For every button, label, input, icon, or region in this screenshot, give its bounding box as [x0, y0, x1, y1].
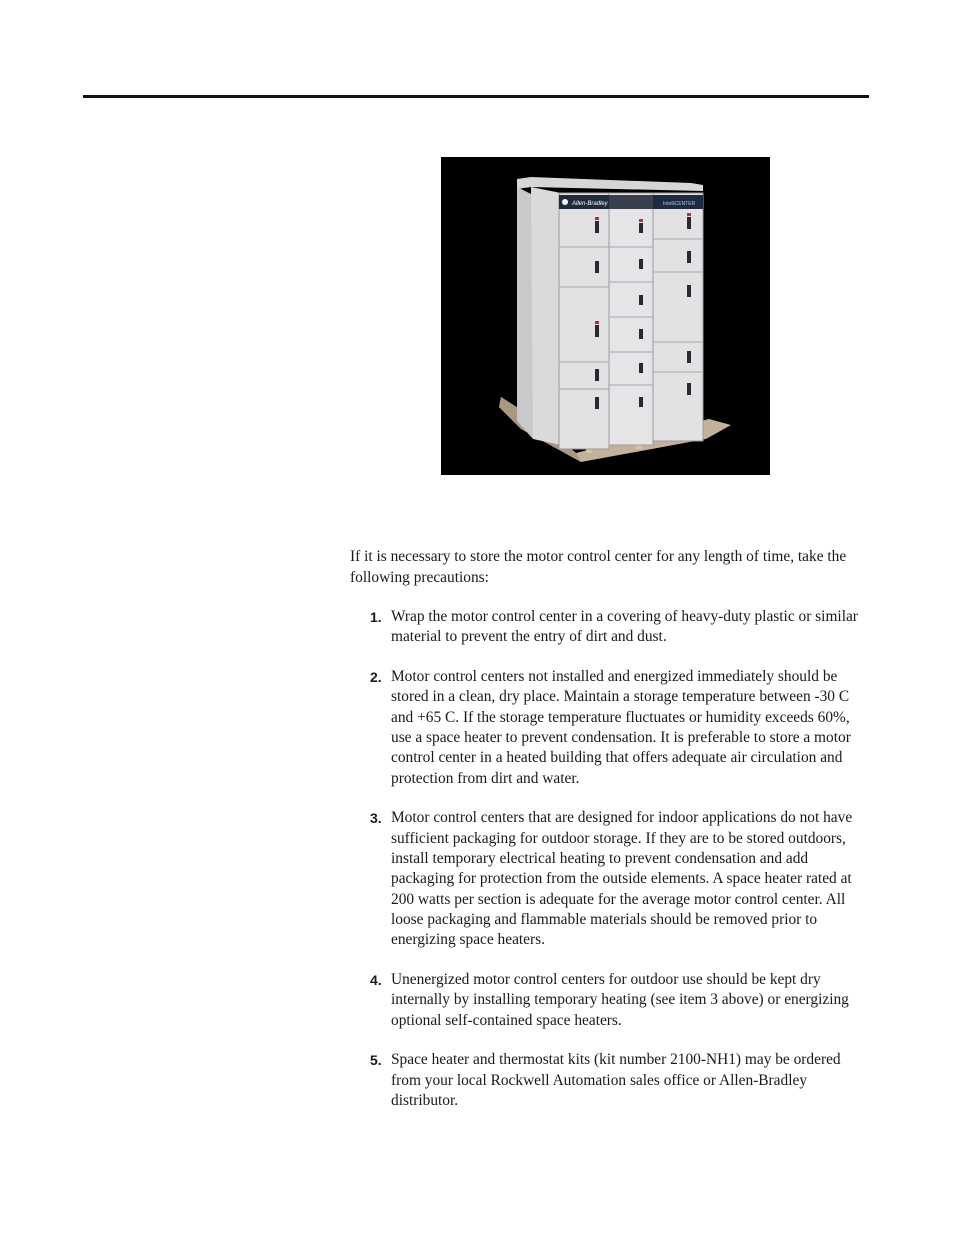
step-text: Wrap the motor control center in a covering of heavy-duty plastic or similar material to prevent the entry of dirt and dust.	[391, 608, 858, 646]
intro-paragraph: If it is necessary to store the motor control center for any length of time, take the following precautions:	[350, 548, 847, 586]
step-text: Motor control centers not installed and energized immediately should be stored in a clean, dry place. Maintain a storage temperature between -30 C and +65 C. If the storage temperature fluctuates or humidity exceeds 60%, use a space heater to prevent condensation. It is preferable to store a motor control center in a heated building that offers adequate air circulation and protection from dirt and water.	[391, 668, 851, 787]
list-item	[350, 1050, 870, 1111]
step-text: Unenergized motor control centers for outdoor use should be kept dry internally by installing temporary heating (see item 3 above) or energizing optional self-contained space heaters.	[391, 970, 849, 1029]
mcc-section-2	[609, 193, 653, 445]
list-item	[350, 667, 870, 789]
step-text: Motor control centers that are designed for indoor applications do not have sufficient packaging for outdoor storage. If they are to be stored outdoors, install temporary electrical heating to prevent condensation and add packaging for protection from the outside elements. A space heater rated at 200 watts per section is adequate for the average motor control center. All loose packaging and flammable materials should be removed prior to energizing space heaters.	[391, 809, 853, 949]
badge-text: IntelliCENTER	[663, 201, 696, 207]
step-number: 3.	[370, 810, 382, 827]
step-number: 1.	[370, 609, 382, 625]
step-number: 4.	[370, 971, 382, 988]
mcc-section-1	[559, 193, 609, 449]
list-item	[350, 808, 870, 950]
logo-text: Allen-Bradley	[572, 201, 608, 207]
mcc-side	[517, 187, 533, 439]
precautions-list	[350, 607, 870, 1131]
step-number: 2.	[370, 669, 382, 686]
header-rule	[83, 95, 869, 98]
list-item	[350, 970, 870, 1031]
step-text: Space heater and thermostat kits (kit number 2100-NH1) may be ordered from your local Rockwell Automation sales office or Allen-Bradley distributor.	[391, 1051, 841, 1109]
mcc-photo	[441, 157, 770, 475]
mcc-section-3	[653, 193, 703, 441]
step-number: 5.	[370, 1052, 382, 1069]
list-item	[350, 607, 870, 648]
